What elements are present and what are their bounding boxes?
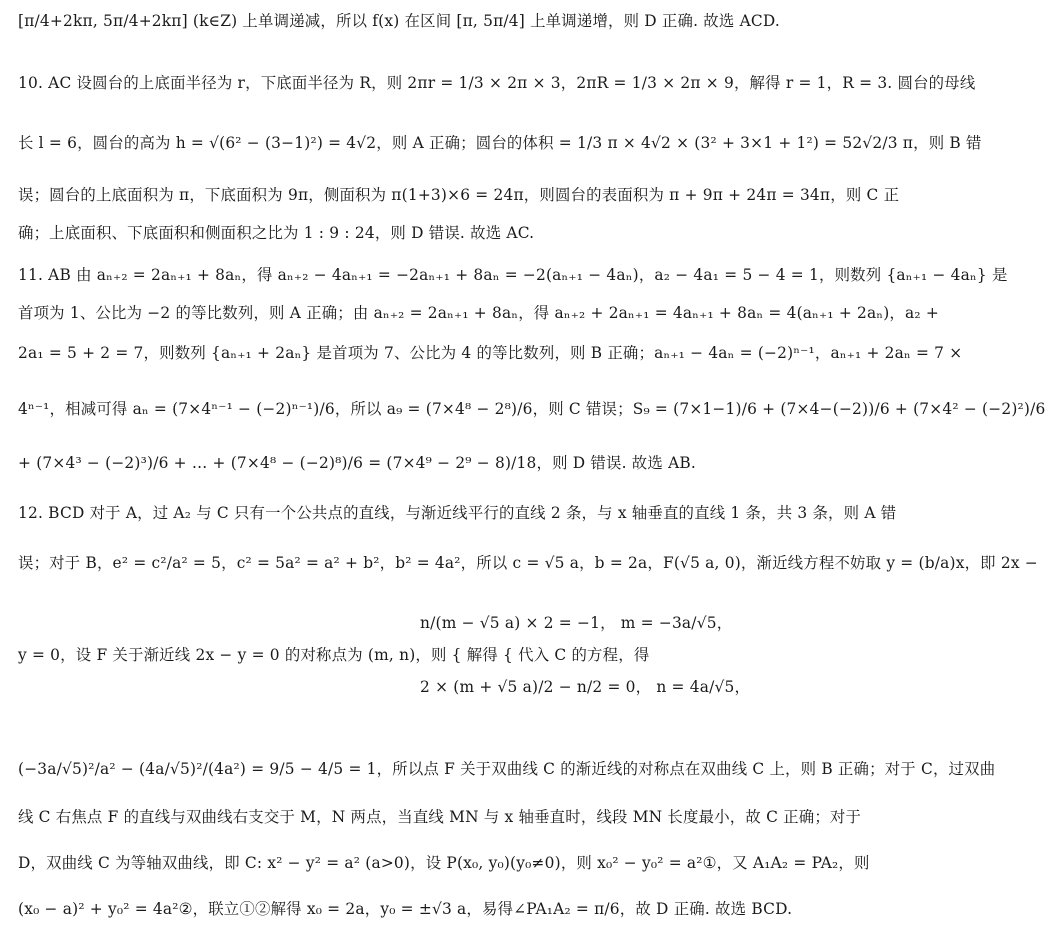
q12-line-5: 线 C 右焦点 F 的直线与双曲线右支交于 M，N 两点，当直线 MN 与 x 轴垂直时，线段 MN 长度最小，故 C 正确；对于 — [18, 808, 862, 826]
q10-line-3: 误；圆台的上底面积为 π，下底面积为 9π，侧面积为 π(1+3)×6 = 24π，则圆台的表面积为 π + 9π + 24π = 34π，则 C 正 — [18, 186, 900, 204]
q10-line-2: 长 l = 6，圆台的高为 h = √(6² − (3−1)²) = 4√2，则 A 正确；圆台的体积 = 1/3 π × 4√2 × (3² + 3×1 + 1²) = 52√2/3 π，则 B 错 — [18, 134, 982, 152]
q12-line-1: 12. BCD 对于 A，过 A₂ 与 C 只有一个公共点的直线，与渐近线平行的直线 2 条，与 x 轴垂直的直线 1 条，共 3 条，则 A 错 — [18, 504, 897, 522]
q12-line-3: y = 0，设 F 关于渐近线 2x − y = 0 的对称点为 (m, n)，则 { 解得 { 代入 C 的方程，得 — [18, 646, 650, 664]
q12-system-row-2: 2 × (m + √5 a)/2 − n/2 = 0， n = 4a/√5， — [420, 678, 751, 696]
q11-line-1: 11. AB 由 aₙ₊₂ = 2aₙ₊₁ + 8aₙ，得 aₙ₊₂ − 4aₙ₊₁ = −2aₙ₊₁ + 8aₙ = −2(aₙ₊₁ − 4aₙ)，a₂ − 4a₁ = 5 − 4 = 1，则数列 {aₙ₊₁ − 4aₙ} 是 — [18, 266, 1008, 284]
q10-line-4: 确；上底面积、下底面积和侧面积之比为 1 : 9 : 24，则 D 错误. 故选 AC. — [18, 224, 535, 242]
q12-line-7: (x₀ − a)² + y₀² = 4a²②，联立①②解得 x₀ = 2a，y₀ = ±√3 a，易得∠PA₁A₂ = π/6，故 D 正确. 故选 BCD. — [18, 900, 793, 918]
q11-line-4: 4ⁿ⁻¹，相减可得 aₙ = (7×4ⁿ⁻¹ − (−2)ⁿ⁻¹)/6，所以 a₉ = (7×4⁸ − 2⁸)/6，则 C 错误；S₉ = (7×1−1)/6 + (7×4−(−2))/6 + (7×4² − (−2)²)/6 — [18, 400, 1045, 418]
q11-line-3: 2a₁ = 5 + 2 = 7，则数列 {aₙ₊₁ + 2aₙ} 是首项为 7、公比为 4 的等比数列，则 B 正确；aₙ₊₁ − 4aₙ = (−2)ⁿ⁻¹，aₙ₊₁ + 2aₙ = 7 × — [18, 344, 963, 362]
q9-tail-line: [π/4+2kπ, 5π/4+2kπ] (k∈Z) 上单调递减，所以 f(x) 在区间 [π, 5π/4] 上单调递增，则 D 正确. 故选 ACD. — [18, 12, 780, 30]
q12-line-4: (−3a/√5)²/a² − (4a/√5)²/(4a²) = 9/5 − 4/5 = 1，所以点 F 关于双曲线 C 的渐近线的对称点在双曲线 C 上，则 B 正确；对于 C，过双曲 — [18, 760, 996, 778]
q12-system-row-1: n/(m − √5 a) × 2 = −1， m = −3a/√5， — [420, 614, 733, 632]
q11-line-2: 首项为 1、公比为 −2 的等比数列，则 A 正确；由 aₙ₊₂ = 2aₙ₊₁ + 8aₙ，得 aₙ₊₂ + 2aₙ₊₁ = 4aₙ₊₁ + 8aₙ = 4(aₙ₊₁ + 2aₙ)，a₂ + — [18, 304, 939, 322]
q12-line-2: 误；对于 B，e² = c²/a² = 5，c² = 5a² = a² + b²，b² = 4a²，所以 c = √5 a，b = 2a，F(√5 a, 0)，渐近线方程不妨取 y = (b/a)x，即 2x − — [18, 554, 1038, 572]
q10-line-1: 10. AC 设圆台的上底面半径为 r，下底面半径为 R，则 2πr = 1/3 × 2π × 3，2πR = 1/3 × 2π × 9，解得 r = 1，R = 3. 圆台的母线 — [18, 74, 976, 92]
q11-line-5: + (7×4³ − (−2)³)/6 + … + (7×4⁸ − (−2)⁸)/6 = (7×4⁹ − 2⁹ − 8)/18，则 D 错误. 故选 AB. — [18, 454, 696, 472]
q12-line-6: D，双曲线 C 为等轴双曲线，即 C: x² − y² = a² (a>0)，设 P(x₀, y₀)(y₀≠0)，则 x₀² − y₀² = a²①，又 A₁A₂ = PA₂，则 — [18, 854, 870, 872]
